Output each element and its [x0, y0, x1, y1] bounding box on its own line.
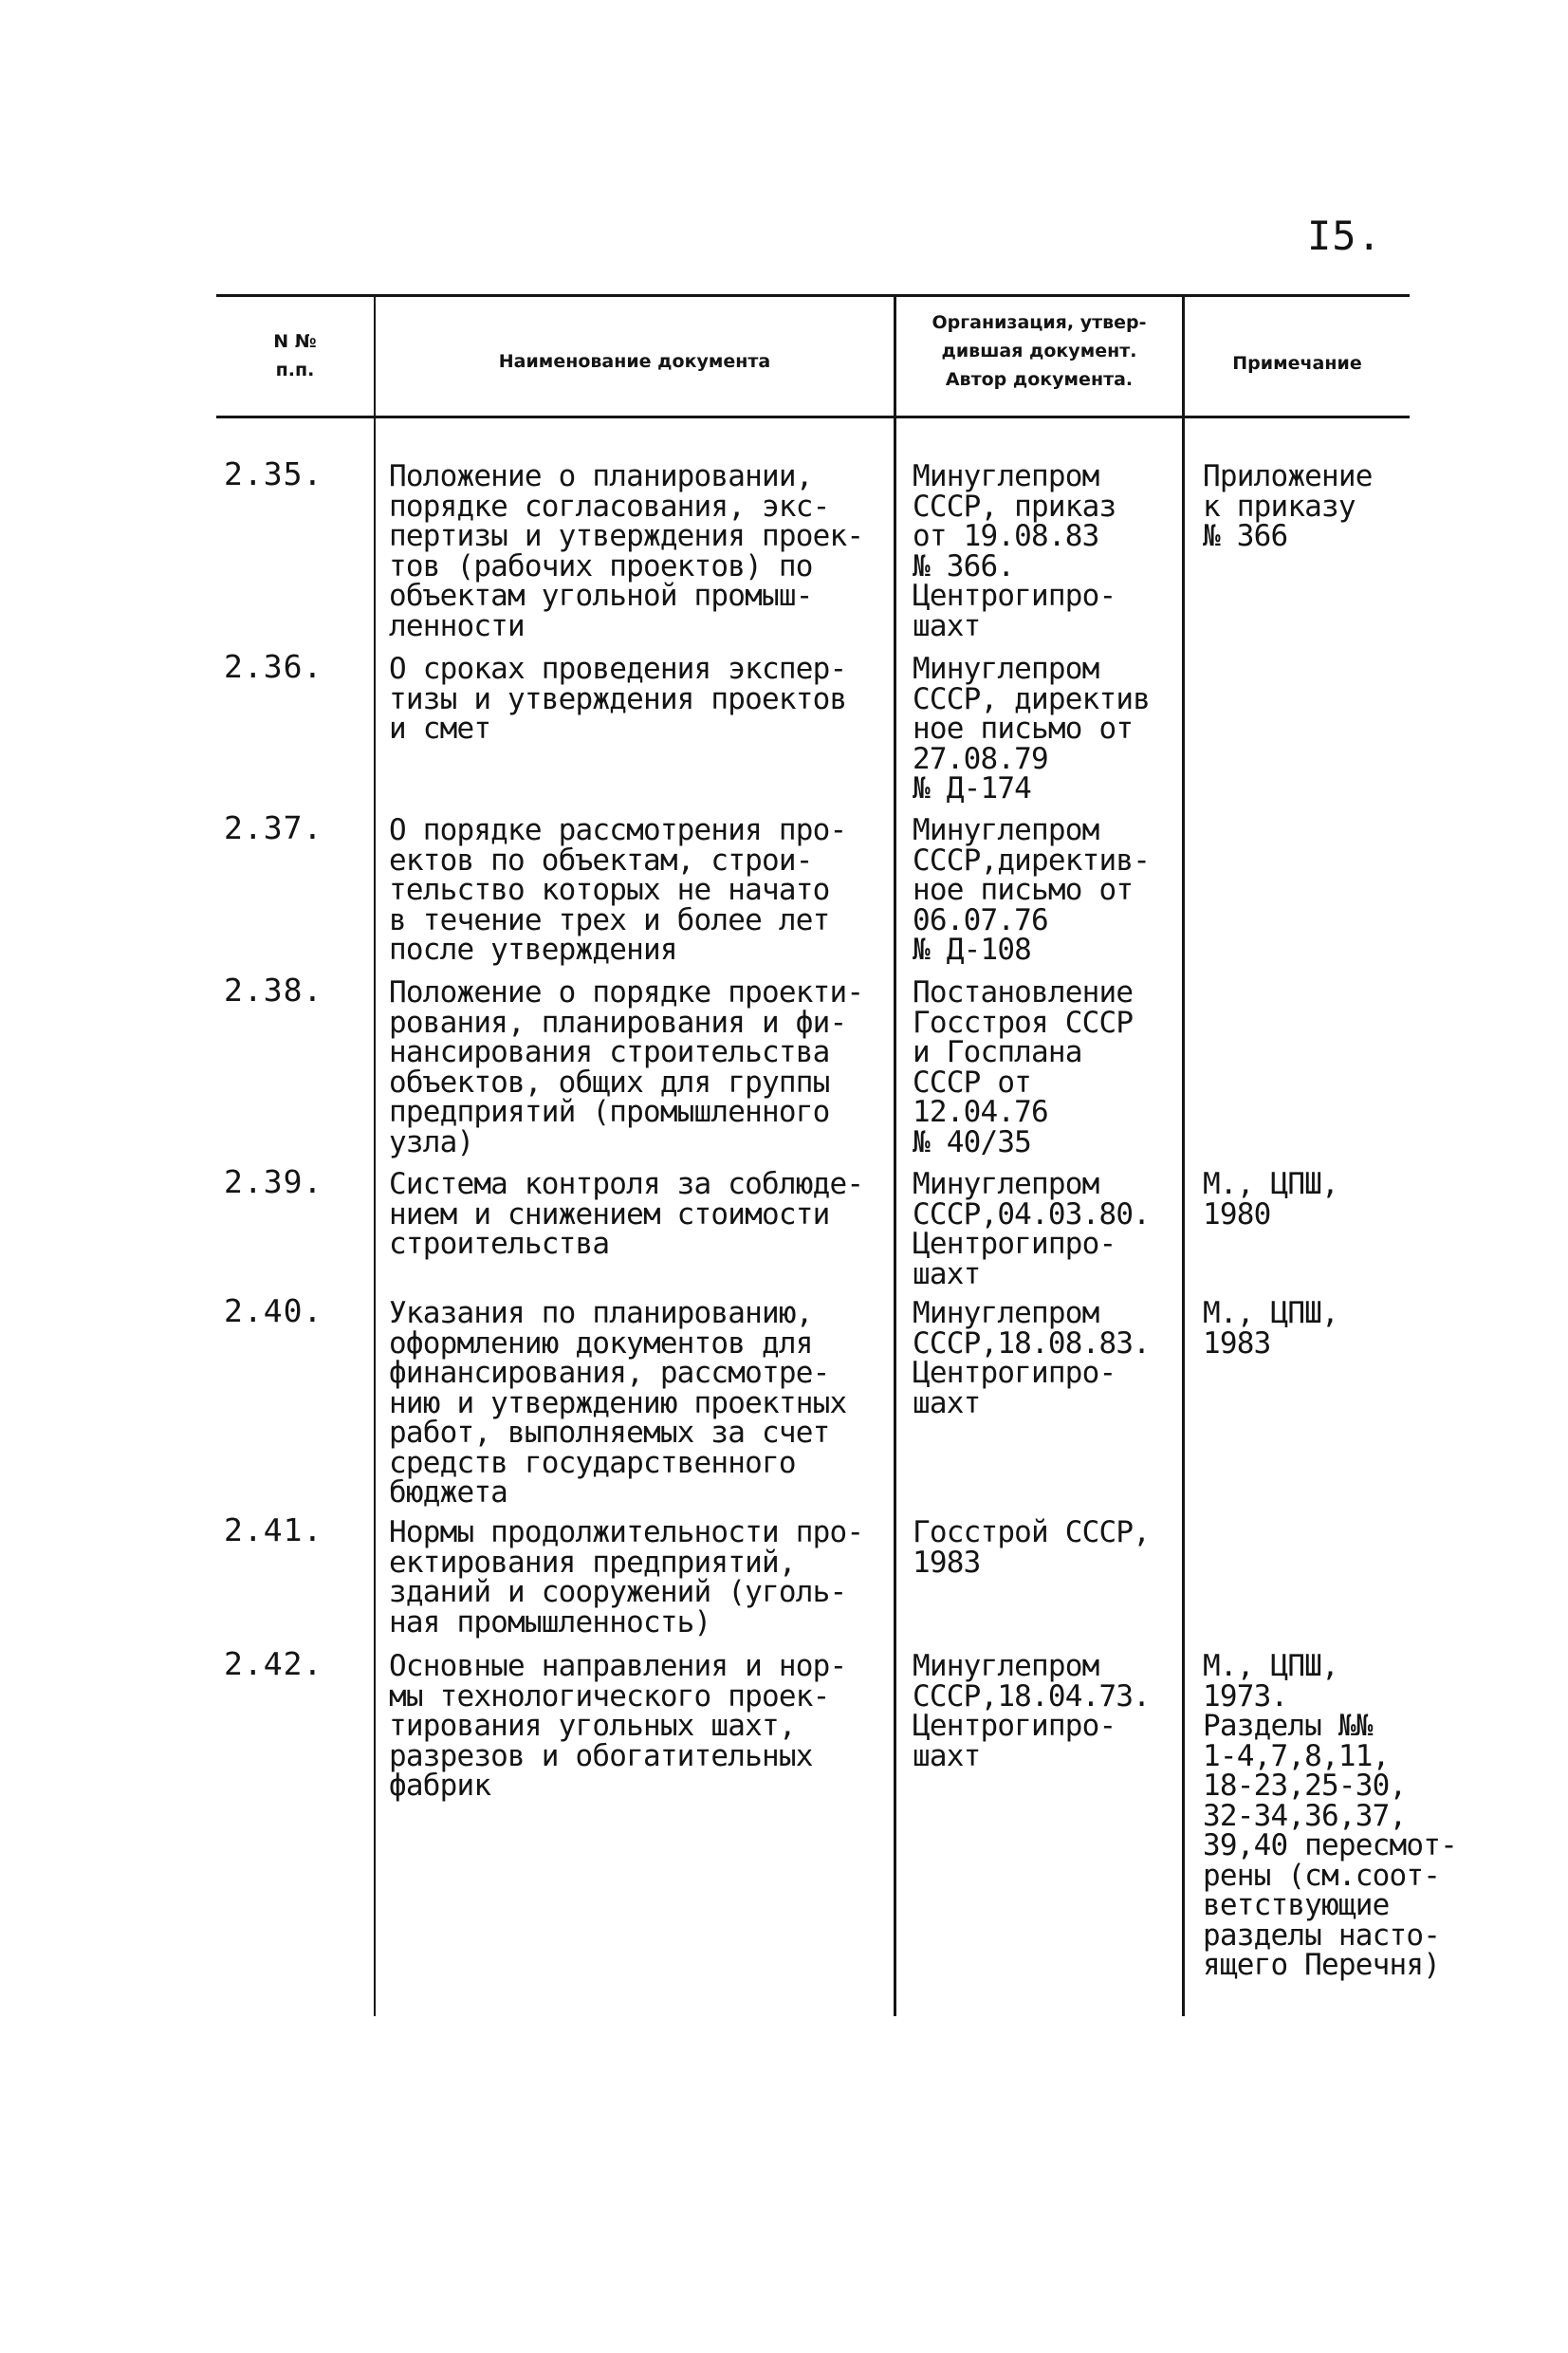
document-note: Приложение к приказу № 366	[1203, 459, 1373, 553]
header-name: Наименование документа	[498, 351, 771, 372]
header-num-line-2: п.п.	[275, 360, 315, 380]
document-organization: Минуглепром СССР, директив ное письмо от 27.08.79 № Д-174	[913, 652, 1151, 806]
column-divider-3	[1182, 297, 1185, 2016]
row-number: 2.37.	[224, 809, 323, 846]
document-name: О порядке рассмотрения про- ектов по объектам, строи- тельство которых не начато в течение трех и более лет после утверждения	[389, 813, 847, 967]
document-note: М., ЦПШ, 1980	[1203, 1167, 1338, 1232]
document-organization: Минуглепром СССР, приказ от 19.08.83 № 366. Центрогипро- шахт	[913, 459, 1116, 643]
document-organization: Госстрой СССР, 1983	[913, 1515, 1151, 1580]
document-name: Основные направления и нор- мы технологического проек- тирования угольных шахт, разрезов и обогатительных фабрик	[389, 1649, 847, 1803]
row-number: 2.38.	[224, 972, 323, 1009]
document-organization: Минуглепром СССР,04.03.80. Центрогипро- шахт	[913, 1167, 1151, 1291]
table-top-rule	[216, 294, 1410, 297]
document-name: Положение о порядке проекти- рования, планирования и фи- нансирования строительства объектов, общих для группы предприятий (промышленного узла)	[389, 975, 864, 1159]
header-org-line-3: Автор документа.	[945, 369, 1134, 390]
page-number: I5.	[1307, 213, 1382, 259]
document-name: Нормы продолжительности про- ектирования предприятий, зданий и сооружений (уголь- ная промышленность)	[389, 1515, 864, 1640]
document-organization: Минуглепром СССР,18.04.73. Центрогипро- шахт	[913, 1649, 1151, 1773]
header-num-line-1: N №	[273, 331, 317, 352]
row-number: 2.35.	[224, 455, 323, 492]
row-number: 2.40.	[224, 1292, 323, 1329]
document-organization: Минуглепром СССР,директив- ное письмо от 06.07.76 № Д-108	[913, 813, 1151, 967]
header-note: Примечание	[1232, 353, 1362, 374]
document-organization: Постановление Госстроя СССР и Госплана СССР от 12.04.76 № 40/35	[913, 975, 1134, 1159]
row-number: 2.36.	[224, 648, 323, 685]
table-header-rule	[216, 416, 1410, 418]
row-number: 2.39.	[224, 1163, 323, 1200]
document-note: М., ЦПШ, 1983	[1203, 1296, 1338, 1361]
document-name: Положение о планировании, порядке согласования, экс- пертизы и утверждения проек- тов (рабочих проектов) по объектам угольной промыш- ленности	[389, 459, 864, 643]
document-name: Указания по планированию, оформлению документов для финансирования, рассмотре- нию и утверждению проектных работ, выполняемых за счет средств государственного бюджета	[389, 1296, 847, 1510]
document-organization: Минуглепром СССР,18.08.83. Центрогипро- шахт	[913, 1296, 1151, 1420]
header-org	[896, 308, 1182, 394]
document-name: О сроках проведения экспер- тизы и утверждения проектов и смет	[389, 652, 847, 746]
document-note: М., ЦПШ, 1973. Разделы №№ 1-4,7,8,11, 18-23,25-30, 32-34,36,37, 39,40 пересмот- рены (см.соот- ветствующие разделы насто- ящего Перечня)	[1203, 1649, 1457, 1982]
header-org-line-2: дившая документ.	[941, 341, 1137, 361]
row-number: 2.41.	[224, 1511, 323, 1548]
column-divider-1	[374, 297, 376, 2016]
header-num	[216, 327, 374, 384]
header-org-line-1: Организация, утвер-	[932, 312, 1147, 333]
document-name: Система контроля за соблюде- нием и снижением стоимости строительства	[389, 1167, 864, 1261]
row-number: 2.42.	[224, 1645, 323, 1682]
column-divider-2	[894, 297, 896, 2016]
